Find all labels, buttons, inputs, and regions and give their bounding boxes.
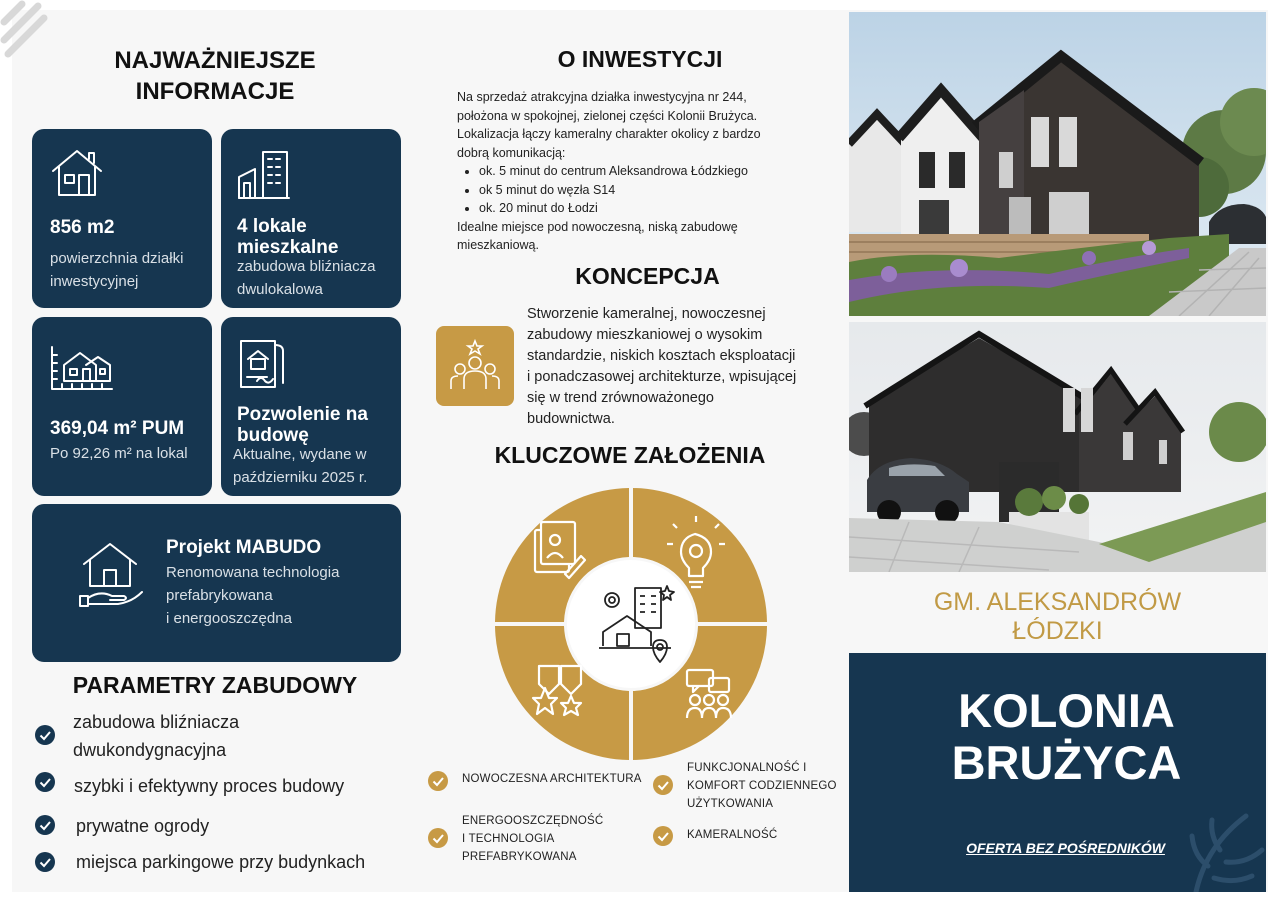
concept-description: Stworzenie kameralnej, nowoczesnej zabudowy mieszkaniowej o wysokim standardzie, niskich kosztach eksploatacji i ponadczasowej architekturze, wpisującej się w trend zrównoważonego budownictwa. xyxy=(527,306,797,427)
units-description: zabudowa bliźniacza dwulokalowa xyxy=(237,258,376,298)
check-icon xyxy=(428,828,448,848)
build-parameters-heading: PARAMETRY ZABUDOWY xyxy=(72,672,358,698)
concept-icon-box xyxy=(436,326,514,406)
project-title: KOLONIA BRUŻYCA xyxy=(951,684,1182,789)
plot-area-value: 856 m2 xyxy=(50,217,115,238)
house-render-photo-front xyxy=(849,12,1266,316)
key-info-heading: NAJWAŻNIEJSZE INFORMACJE xyxy=(114,47,316,105)
offer-link[interactable]: OFERTA BEZ POŚREDNIKÓW xyxy=(966,840,1165,856)
project-description: Renomowana technologia prefabrykowana i energooszczędna xyxy=(166,564,340,627)
permit-value: Pozwolenie na budowę xyxy=(237,404,368,446)
house-icon xyxy=(50,147,104,204)
legend-intimacy: KAMERALNOŚĆ xyxy=(687,829,778,841)
house-render-photo-side xyxy=(849,322,1266,572)
pum-description: Po 92,26 m² na lokal xyxy=(50,445,188,462)
plot-area-description: powierzchnia działki inwestycyjnej xyxy=(50,250,184,290)
list-item: • ok 5 minut do węzła S14 xyxy=(479,181,782,200)
permit-description: Aktualne, wydane w październiku 2025 r. xyxy=(233,446,368,486)
check-icon xyxy=(428,771,448,791)
param-item-fast-build: szybki i efektywny proces budowy xyxy=(74,776,345,796)
investment-heading: O INWESTYCJI xyxy=(557,46,723,72)
pum-value: 369,04 m² PUM xyxy=(50,418,185,439)
team-star-icon xyxy=(448,339,502,393)
buildings-icon xyxy=(237,149,291,206)
project-name: Projekt MABUDO xyxy=(166,537,322,558)
legend-architecture: NOWOCZESNA ARCHITEKTURA xyxy=(462,773,642,785)
assumptions-wheel xyxy=(495,488,767,760)
building-permit-icon xyxy=(237,337,287,396)
house-measure-icon xyxy=(50,343,114,396)
units-value: 4 lokale mieszkalne xyxy=(237,216,339,258)
check-icon xyxy=(35,815,55,835)
decorative-stripes-icon xyxy=(0,0,50,62)
check-icon xyxy=(653,826,673,846)
info-card-permit xyxy=(221,317,401,496)
param-item-twin-house: zabudowa bliźniacza dwukondygnacyjna xyxy=(73,712,240,760)
legend-energy: ENERGOOSZCZĘDNOŚĆ I TECHNOLOGIA PREFABRYKOWANA xyxy=(462,815,604,863)
info-card-project xyxy=(32,504,401,662)
check-icon xyxy=(35,772,55,792)
check-icon xyxy=(35,852,55,872)
check-icon xyxy=(35,725,55,745)
investment-bullets xyxy=(479,162,782,218)
list-item: • ok. 20 minut do Łodzi xyxy=(479,199,782,218)
param-item-parking: miejsca parkingowe przy budynkach xyxy=(76,852,366,872)
hand-house-icon xyxy=(78,540,144,613)
investment-description: Na sprzedaż atrakcyjna działka inwestycyjna nr 244, położona w spokojnej, zielonej części Kolonii Brużyca. Lokalizacja łączy kameralny charakter okolicy z bardzo dobrą komunikacją: • ok. 5 minut do centrum Aleksandrowa Łódzkiego • ok 5 minut do węzła S14 • ok. 20 minut do Łodzi Idealne miejsce pod nowoczesną, niską zabudowę mieszkaniową. xyxy=(457,88,782,255)
info-card-pum xyxy=(32,317,212,496)
info-card-units xyxy=(221,129,401,308)
location-label: GM. ALEKSANDRÓW ŁÓDZKI xyxy=(933,588,1182,645)
concept-heading: KONCEPCJA xyxy=(575,263,720,289)
info-card-plot-area xyxy=(32,129,212,308)
param-item-gardens: prywatne ogrody xyxy=(76,816,210,836)
check-icon xyxy=(653,775,673,795)
legend-functionality: FUNKCJONALNOŚĆ I KOMFORT CODZIENNEGO UŻYTKOWANIA xyxy=(687,762,837,810)
list-item: • ok. 5 minut do centrum Aleksandrowa Łódzkiego xyxy=(479,162,782,181)
key-assumptions-heading: KLUCZOWE ZAŁOŻENIA xyxy=(494,442,766,468)
